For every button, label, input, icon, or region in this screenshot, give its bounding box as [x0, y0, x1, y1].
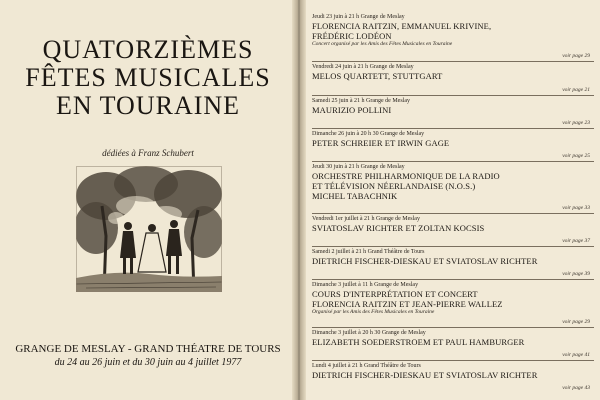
entry-date: Dimanche 3 juillet à 11 h Grange de Meslay — [312, 282, 419, 288]
entry-note: Organisé par les Amis des Fêtes Musicales en Touraine — [312, 309, 435, 315]
entry-page-ref: voir page 23 — [562, 120, 590, 126]
divider — [312, 95, 594, 96]
entry-page-ref: voir page 39 — [562, 271, 590, 277]
divider — [312, 360, 594, 361]
entry-performer: ELIZABETH SOEDERSTROEM ET PAUL HAMBURGER — [312, 337, 525, 347]
entry-date: Dimanche 3 juillet à 20 h 30 Grange de Meslay — [312, 330, 426, 336]
divider — [312, 327, 594, 328]
entry-page-ref: voir page 29 — [562, 319, 590, 325]
divider — [312, 161, 594, 162]
entry-page-ref: voir page 37 — [562, 238, 590, 244]
festival-dates: du 24 au 26 juin et du 30 juin au 4 juillet 1977 — [54, 357, 242, 368]
entry-performer: DIETRICH FISCHER-DIESKAU ET SVIATOSLAV RICHTER — [312, 370, 538, 380]
entry-performer: DIETRICH FISCHER-DIESKAU ET SVIATOSLAV RICHTER — [312, 256, 538, 266]
title-line-1: QUATORZIÈMES — [42, 35, 254, 64]
program-entry — [312, 164, 594, 201]
title-line-3: EN TOURAINE — [55, 91, 241, 120]
entry-performer: MICHEL TABACHNIK — [312, 191, 398, 201]
divider — [312, 213, 594, 214]
entry-page-ref: voir page 43 — [562, 385, 590, 391]
entry-note: Concert organisé par les Amis des Fêtes Musicales en Touraine — [312, 41, 453, 47]
entry-performer: PETER SCHREIER ET IRWIN GAGE — [312, 138, 450, 148]
entry-performer: ET TÉLÉVISION NÉERLANDAISE (N.O.S.) — [312, 181, 476, 191]
engraving-illustration — [76, 166, 222, 292]
entry-page-ref: voir page 33 — [562, 205, 590, 211]
entry-date: Dimanche 26 juin à 20 h 30 Grange de Meslay — [312, 131, 425, 137]
entry-page-ref: voir page 25 — [562, 153, 590, 159]
program-entry — [312, 363, 594, 380]
program-entry — [312, 216, 594, 233]
entry-performer: FRÉDÉRIC LODÉON — [312, 31, 392, 41]
program-entry — [312, 330, 594, 347]
entry-date: Samedi 25 juin à 21 h Grange de Meslay — [312, 98, 410, 104]
entry-page-ref: voir page 21 — [562, 87, 590, 93]
entry-performer: COURS D'INTERPRÉTATION ET CONCERT — [312, 289, 478, 299]
program-entry — [312, 131, 594, 148]
divider — [312, 279, 594, 280]
program-entry — [312, 64, 594, 81]
program-entry — [312, 14, 594, 48]
program-entry — [312, 98, 594, 115]
entry-page-ref: voir page 29 — [562, 53, 590, 59]
entry-performer: ORCHESTRE PHILHARMONIQUE DE LA RADIO — [312, 171, 500, 181]
entry-date: Lundi 4 juillet à 21 h Grand Théâtre de Tours — [312, 363, 421, 369]
title-line-2: FÊTES MUSICALES — [25, 63, 271, 92]
entry-performer: MAURIZIO POLLINI — [312, 105, 392, 115]
entry-performer: SVIATOSLAV RICHTER ET ZOLTAN KOCSIS — [312, 223, 485, 233]
entry-date: Samedi 2 juillet à 21 h Grand Théâtre de Tours — [312, 249, 425, 255]
entry-date: Vendredi 24 juin à 21 h Grange de Meslay — [312, 64, 414, 70]
entry-page-ref: voir page 41 — [562, 352, 590, 358]
entry-performer: FLORENCIA RAITZIN, EMMANUEL KRIVINE, — [312, 21, 492, 31]
divider — [312, 61, 594, 62]
entry-performer: FLORENCIA RAITZIN ET JEAN-PIERRE WALLEZ — [312, 299, 503, 309]
entry-date: Jeudi 30 juin à 21 h Grange de Meslay — [312, 164, 405, 170]
divider — [312, 128, 594, 129]
venue-line: GRANGE DE MESLAY - GRAND THÉATRE DE TOURS — [15, 343, 281, 355]
dedication: dédiées à Franz Schubert — [102, 148, 194, 158]
entry-performer: MELOS QUARTETT, STUTTGART — [312, 71, 443, 81]
program-entry — [312, 282, 594, 316]
festival-title — [0, 36, 296, 120]
entry-date: Vendredi 1er juillet à 21 h Grange de Meslay — [312, 216, 420, 222]
program-entry — [312, 249, 594, 266]
divider — [312, 246, 594, 247]
entry-date: Jeudi 23 juin à 21 h Grange de Meslay — [312, 14, 405, 20]
